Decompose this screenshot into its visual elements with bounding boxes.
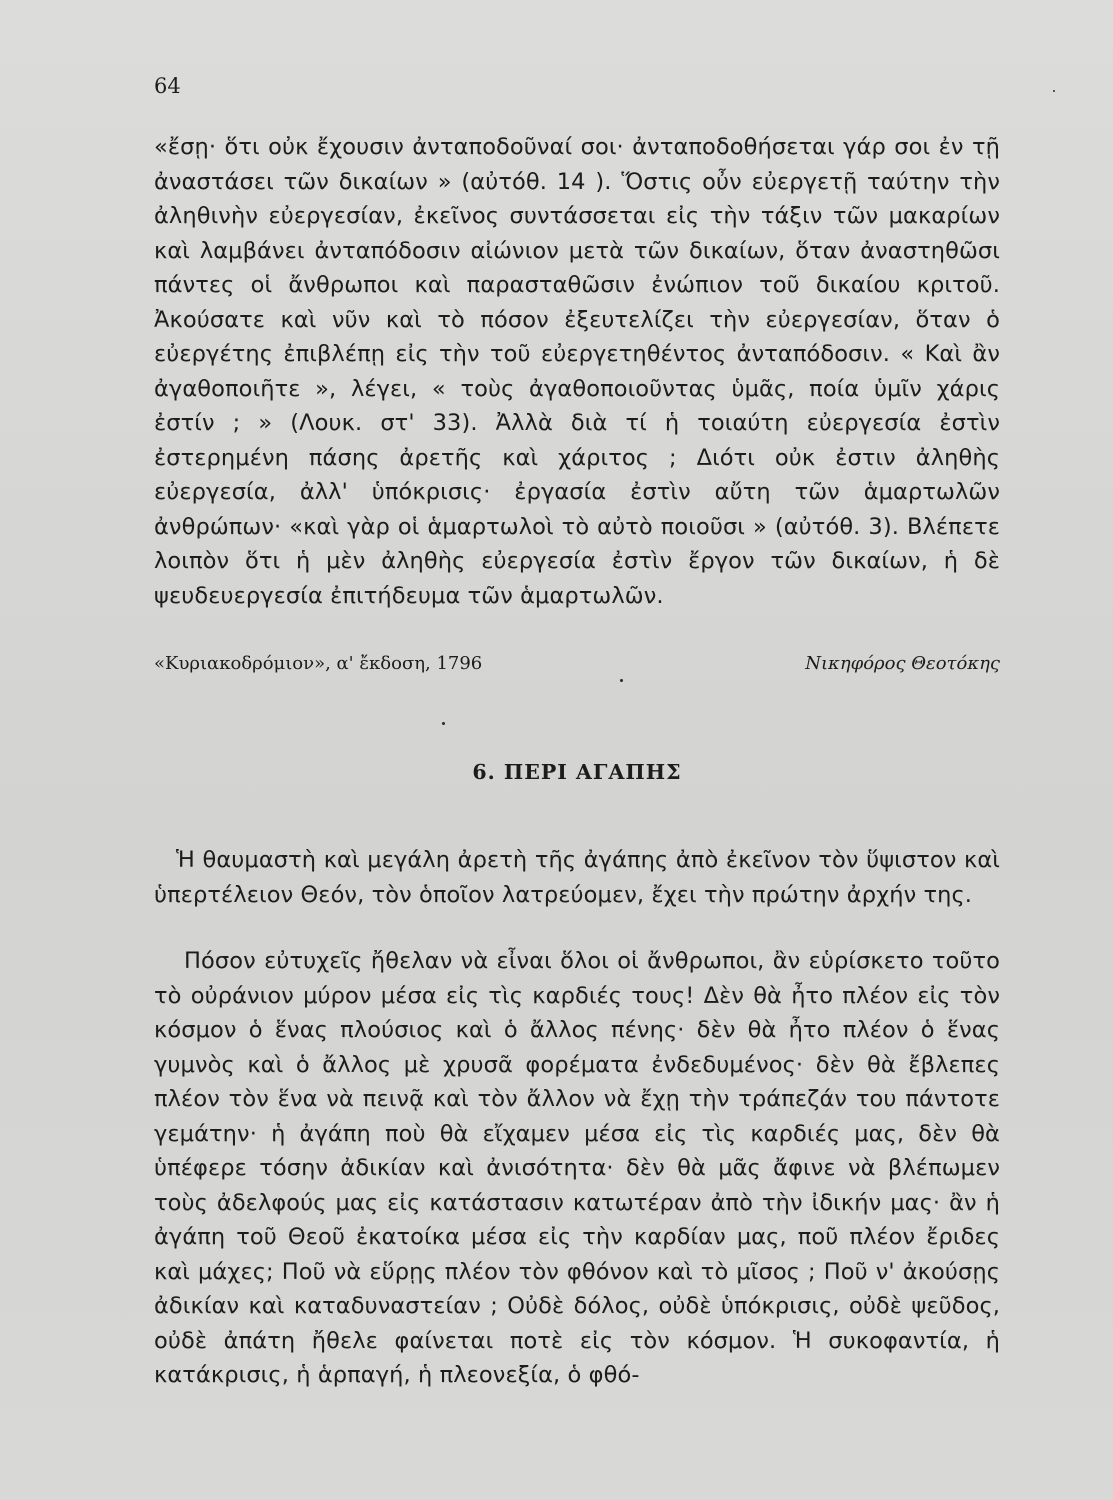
citation-author: Νικηφόρος Θεοτόκης bbox=[805, 653, 1000, 674]
citation bbox=[154, 653, 1000, 683]
paragraph-love-origin: Ἡ θαυμαστὴ καὶ μεγάλη ἀρετὴ τῆς ἀγάπης ἀπὸ ἐκεῖνον τὸν ὕψιστον καὶ ὑπερτέλειον Θεόν, τὸν ὁποῖον λατρεύομεν, ἔχει τὴν πρώτην ἀρχήν της. bbox=[154, 847, 1000, 908]
print-speck bbox=[442, 722, 445, 725]
paragraph-beneficence: «ἔσῃ· ὅτι οὐκ ἔχουσιν ἀνταποδοῦναί σοι· ἀνταποδοθήσεται γάρ σοι ἐν τῇ ἀναστάσει τῶν δικαίων » (αὐτόθ. 14 ). Ὅστις οὖν εὐεργετῇ ταύτην τὴν ἀληθινὴν εὐεργεσίαν, ἐκεῖνος συντάσσεται εἰς τὴν τάξιν τῶν μακαρίων καὶ λαμβάνει ἀνταπόδοσιν αἰώνιον μετὰ τῶν δικαίων, ὅταν ἀναστηθῶσι πάντες οἱ ἄνθρωποι καὶ παρασταθῶσιν ἐνώπιον τοῦ δικαίου κριτοῦ. Ἀκούσατε καὶ νῦν καὶ τὸ πόσον ἐξευτελίζει τὴν εὐεργεσίαν, ὅταν ὁ εὐεργέτης ἐπιβλέπῃ εἰς τὴν τοῦ εὐεργετηθέντος ἀνταπόδοσιν. « Καὶ ἂν ἀγαθοποιῆτε », λέγει, « τοὺς ἀγαθοποιοῦντας ὑμᾶς, ποία ὑμῖν χάρις ἐστίν ; » (Λουκ. στ' 33). Ἀλλὰ διὰ τί ἡ τοιαύτη εὐεργεσία ἐστὶν ἐστερημένη πάσης ἀρετῆς καὶ χάριτος ; Διότι οὐκ ἐστιν ἀληθὴς εὐεργεσία, ἀλλ' ὑπόκρισις· ἐργασία ἐστὶν αὔτη τῶν ἁμαρτωλῶν ἀνθρώπων· «καὶ γὰρ οἱ ἁμαρτωλοὶ τὸ αὐτὸ ποιοῦσι » (αὐτόθ. 3). Βλέπετε λοιπὸν ὅτι ἡ μὲν ἀληθὴς εὐεργεσία ἐστὶν ἔργον τῶν δικαίων, ἡ δὲ ψευδευεργεσία ἐπιτήδευμα τῶν ἁμαρτωλῶν. bbox=[154, 134, 1000, 609]
print-speck bbox=[1053, 90, 1055, 92]
section-heading: 6. ΠΕΡΙ ΑΓΑΠΗΣ bbox=[472, 760, 682, 784]
page-number: 64 bbox=[154, 74, 181, 98]
print-speck bbox=[620, 679, 623, 682]
paragraph-love-world: Πόσον εὐτυχεῖς ἤθελαν νὰ εἶναι ὅλοι οἱ ἄνθρωποι, ἂν εὑρίσκετο τοῦτο τὸ οὐράνιον μύρον μέσα εἰς τὶς καρδιές τους! Δὲν θὰ ἦτο πλέον εἰς τὸν κόσμον ὁ ἕνας πλούσιος καὶ ὁ ἄλλος πένης· δὲν θὰ ἦτο πλέον ὁ ἕνας γυμνὸς καὶ ὁ ἄλλος μὲ χρυσᾶ φορέματα ἐνδεδυμένος· δὲν θὰ ἔβλεπες πλέον τὸν ἕνα νὰ πεινᾷ καὶ τὸν ἄλλον νὰ ἔχῃ τὴν τράπεζάν του πάντοτε γεμάτην· ἡ ἀγάπη ποὺ θὰ εἴχαμεν μέσα εἰς τὶς καρδιές μας, δὲν θὰ ὑπέφερε τόσην ἀδικίαν καὶ ἀνισότητα· δὲν θὰ μᾶς ἄφινε νὰ βλέπωμεν τοὺς ἀδελφούς μας εἰς κατάστασιν κατωτέραν ἀπὸ τὴν ἰδικήν μας· ἂν ἡ ἀγάπη τοῦ Θεοῦ ἐκατοίκα μέσα εἰς τὴν καρδίαν μας, ποῦ πλέον ἔριδες καὶ μάχες; Ποῦ νὰ εὕρῃς πλέον τὸν φθόνον καὶ τὸ μῖσος ; Ποῦ ν' ἀκούσῃς ἀδικίαν καὶ καταδυναστείαν ; Οὐδὲ δόλος, οὐδὲ ὑπόκρισις, οὐδὲ ψεῦδος, οὐδὲ ἀπάτη ἤθελε φαίνεται ποτὲ εἰς τὸν κόσμον. Ἡ συκοφαντία, ἡ κατάκρισις, ἡ ἁρπαγή, ἡ πλεονεξία, ὁ φθό- bbox=[154, 948, 1000, 1388]
citation-source: «Κυριακοδρόμιον», α' ἔκδοση, 1796 bbox=[154, 653, 483, 674]
